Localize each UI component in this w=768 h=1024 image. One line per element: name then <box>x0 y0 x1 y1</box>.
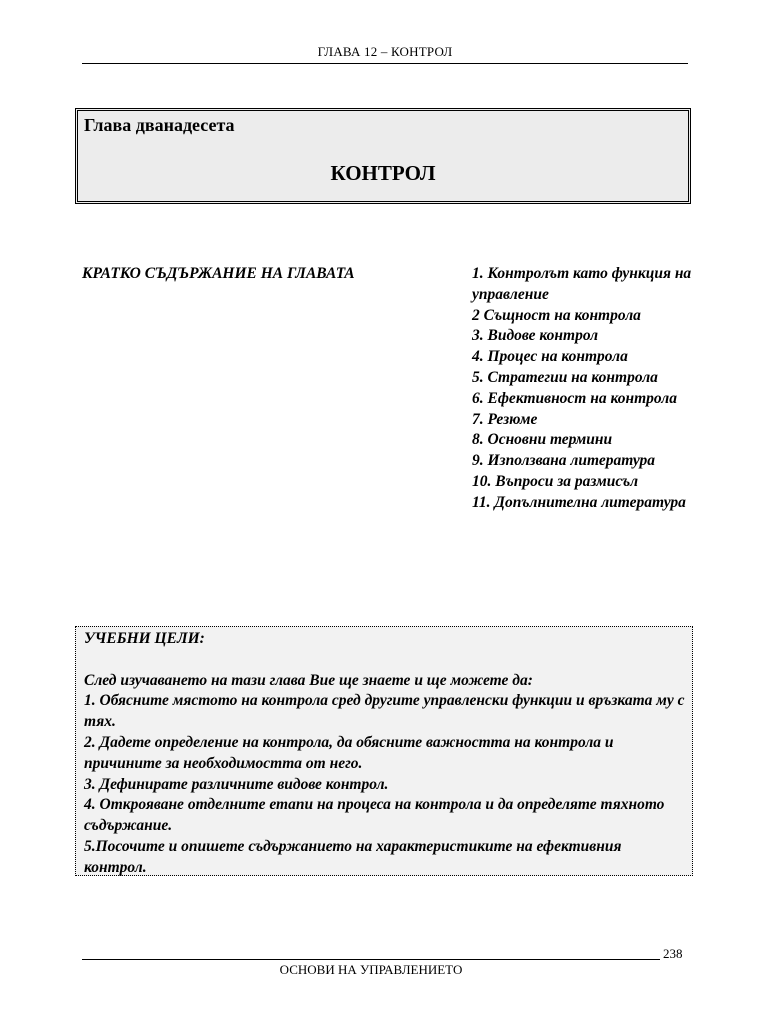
running-footer: ОСНОВИ НА УПРАВЛЕНИЕТО <box>279 962 463 977</box>
table-of-contents <box>472 264 702 514</box>
toc-item: 4. Процес на контрола <box>472 348 628 366</box>
toc-item: 6. Ефективност на контрола <box>472 389 677 407</box>
chapter-label: Глава дванадесета <box>84 115 235 135</box>
footer-divider <box>82 959 660 960</box>
objective-item: 2. Дадете определение на контрола, да обясните важността на контрола и причините за необходимостта от него. <box>84 733 614 772</box>
toc-item: 8. Основни термини <box>472 431 613 449</box>
objective-item: 3. Дефинирате различните видове контрол. <box>84 775 389 793</box>
toc-item: 11. Допълнителна литература <box>472 493 686 511</box>
header-divider <box>82 63 688 64</box>
toc-item: 7. Резюме <box>472 410 538 428</box>
spacer <box>84 650 686 671</box>
toc-item: 5. Стратегии на контрола <box>472 368 658 386</box>
objective-item: 1. Обясните мястото на контрола сред другите управленски функции и връзката му с тях. <box>84 692 685 731</box>
running-header: ГЛАВА 12 – КОНТРОЛ <box>317 44 453 59</box>
toc-item: 1. Контролът като функция на управление <box>472 265 692 303</box>
objective-item: 5.Посочите и опишете съдържанието на характеристиките на ефективния контрол. <box>84 837 622 876</box>
toc-item: 10. Въпроси за размисъл <box>472 472 639 490</box>
learning-objectives-box <box>75 626 693 876</box>
chapter-title: КОНТРОЛ <box>330 161 436 185</box>
objectives-intro: След изучаването на тази глава Вие ще знаете и ще можете да: <box>84 671 533 689</box>
chapter-title-box <box>75 108 691 204</box>
page-number: 238 <box>663 946 683 961</box>
toc-item: 3. Видове контрол <box>472 327 599 345</box>
toc-item: 2 Същност на контрола <box>472 306 641 324</box>
objective-item: 4. Открояване отделните етапи на процеса на контрола и да определяте тяхното съдържание. <box>84 796 665 835</box>
objectives-heading: УЧЕБНИ ЦЕЛИ: <box>84 630 205 647</box>
toc-item: 9. Използвана литература <box>472 452 656 470</box>
summary-heading: КРАТКО СЪДЪРЖАНИЕ НА ГЛАВАТА <box>82 265 355 282</box>
